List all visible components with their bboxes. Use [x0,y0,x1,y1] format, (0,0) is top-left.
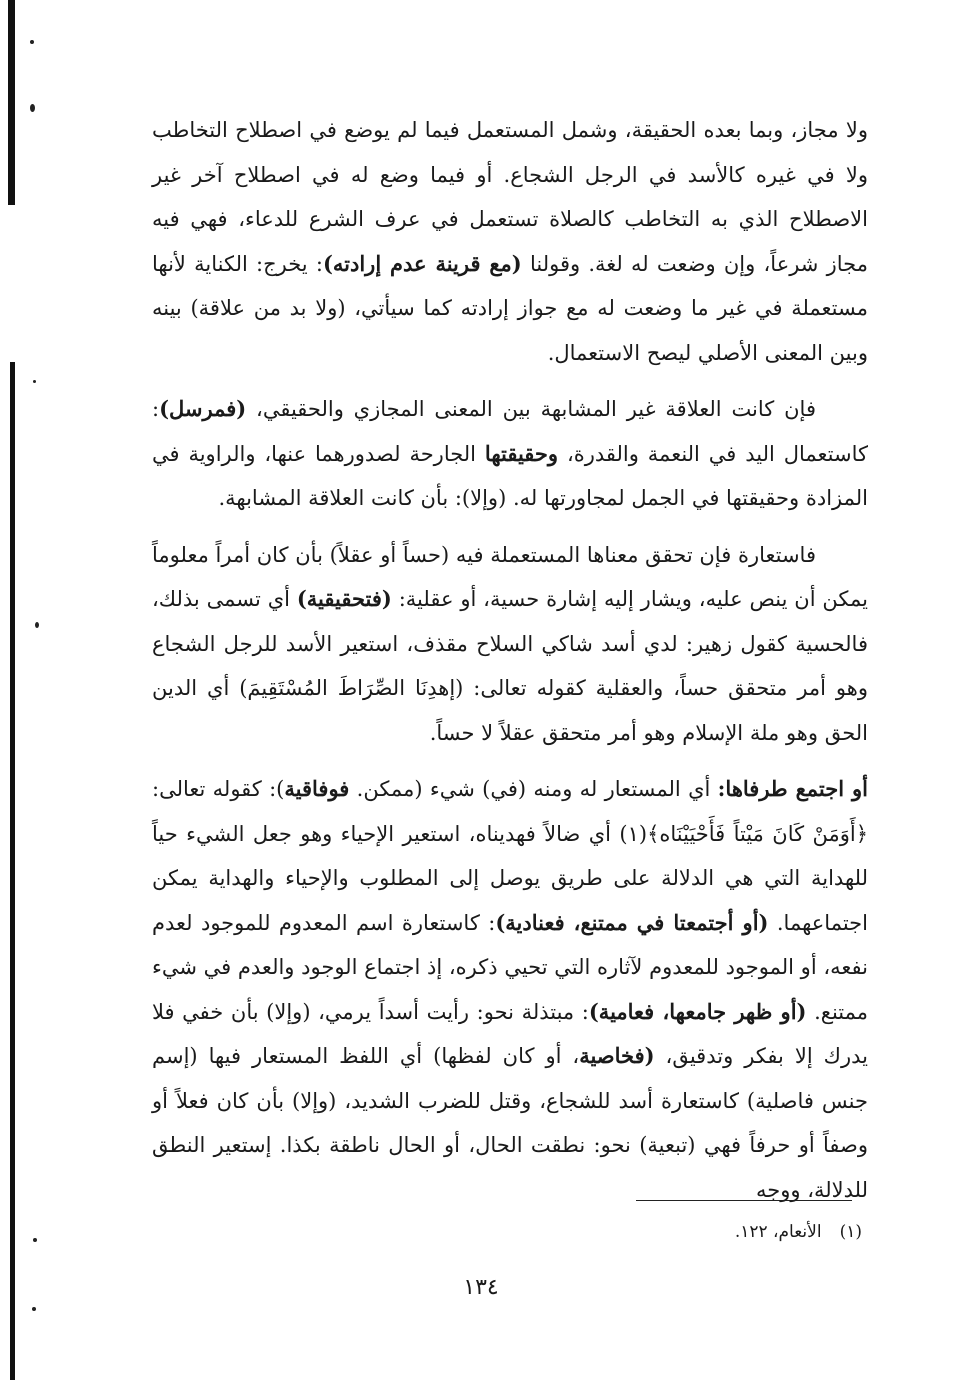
scan-speck [30,104,35,112]
scan-speck [35,622,39,628]
footnote-text: الأنعام، ١٢٢. [734,1222,822,1242]
bold-term: (مع قرينة عدم إرادته) [322,250,522,276]
paragraph [152,387,868,521]
bold-term: أو اجتمع طرفاها: [717,776,868,801]
paragraph [152,533,868,756]
footnote-divider [636,1200,852,1201]
bold-term: فوفاقية [284,776,350,801]
text-run: فإن كانت العلاقة غير المشابهة بين المعنى المجازي والحقيقي، [246,397,816,421]
text-run: ): كقوله تعالى: ﴿أَوَمَنْ كَانَ مَيْتاً فَأَحْيَيْنَاه﴾(١) أي ضالاً فهديناه، استعير الإحياء وهو جعل الشيء حياً للهداية التي هي الدلالة على طريق يوصل إلى المطلوب والإحياء والهداية يمكن اجتماعهما. [152,777,869,935]
text-run: ولا مجاز، وبما بعده الحقيقة، وشمل المستعمل فيما لم يوضع في اصطلاح التخاطب ولا في غيره كالأسد في الرجل الشجاع. أو فيما وضع له في اصطلاح آخر غير الاصطلاح الذي به التخاطب كالصلاة تستعمل في عرف الشرع للدعاء، فهي فيه مجاز شرعاً، وإن وضعت له لغة. وقولنا [152,118,868,276]
bold-term: (فتحقيقية) [296,586,392,611]
text-run: الجارحة لصدورهما عنها، والراوية في المزادة وحقيقتها في الجمل لمجاورتها له. (وإلا): بأن كانت العلاقة المشابهة. [152,441,868,510]
text-run: فاستعارة فإن تحقق معناها المستعملة فيه (حساً أو عقلاً) بأن كان أمراً معلوماً يمكن أن ينص عليه، ويشار إليه إشارة حسية، أو عقلية: [152,542,868,611]
text-run: ، أو كان لفظها) أي اللفظ المستعار فيها (إسم جنس فاصلية) كاستعارة أسد للشجاع، وقتل للضرب الشديد، (وإلا) بأن كان فعلاً أو وصفاً أو حرفاً فهي (تبعية) نحو: نطقت الحال، أو الحال ناطقة بكذا. إستعير النطق للدلالة، ووجه [152,1044,868,1202]
text-run: : كاستعمال اليد في النعمة والقدرة، [152,397,868,466]
bold-term: (أو أجتمعتا في ممتنع، فعنادية) [495,909,769,935]
bold-term: (فخاصية [579,1043,655,1068]
text-run: أي المستعار له ومنه (في) شيء (ممكن. [349,777,718,801]
scan-binding-shadow [10,362,15,1380]
footnote-number: (١) [839,1222,862,1242]
bold-term: (أو ظهر جامعها، فعامية) [588,998,807,1024]
footnote [735,1218,862,1246]
scan-speck [30,40,34,44]
text-run: : كاستعارة اسم المعدوم للموجود لعدم نفعه، أو الموجود للمعدوم لآثاره التي تحيي ذكره، إذ اجتماع الوجود والعدم في شيء ممتنع. [152,910,869,1024]
body-text [152,108,868,1212]
paragraph [152,108,868,375]
scan-speck [33,380,36,383]
text-run: أي تسمى بذلك، فالحسية كقول زهير: لدي أسد شاكي السلاح مقذف، استعير الأسد للرجل الشجاع وهو أمر متحقق حساً، والعقلية كقوله تعالى: (إهدِنَا الصِّرَاطَ المُسْتَقِيمَ) أي الدين الحق وهو ملة الإسلام وهو أمر متحقق عقلاً لا حساً. [152,587,868,745]
scan-speck [33,1238,37,1242]
scan-binding-shadow-top [8,0,15,205]
bold-term: وحقيقتها [484,440,559,466]
bold-term: (فمرسل) [159,396,247,421]
text-run: : مبتذلة نحو: رأيت أسداً يرمي، (وإلا) بأن خفي فلا يدرك إلا بفكر وتدقيق، [152,999,868,1068]
paragraph [152,767,868,1212]
scan-speck [32,1307,36,1311]
scan-margin [0,0,6,1380]
page-number: ١٣٤ [463,1275,499,1300]
text-run: : يخرج: الكناية لأنها مستعملة في غير ما وضعت له مع جواز إرادته كما سيأتي، (ولا بد من علاقة) بينه وبين المعنى الأصلي ليصح الاستعمال. [152,251,868,365]
